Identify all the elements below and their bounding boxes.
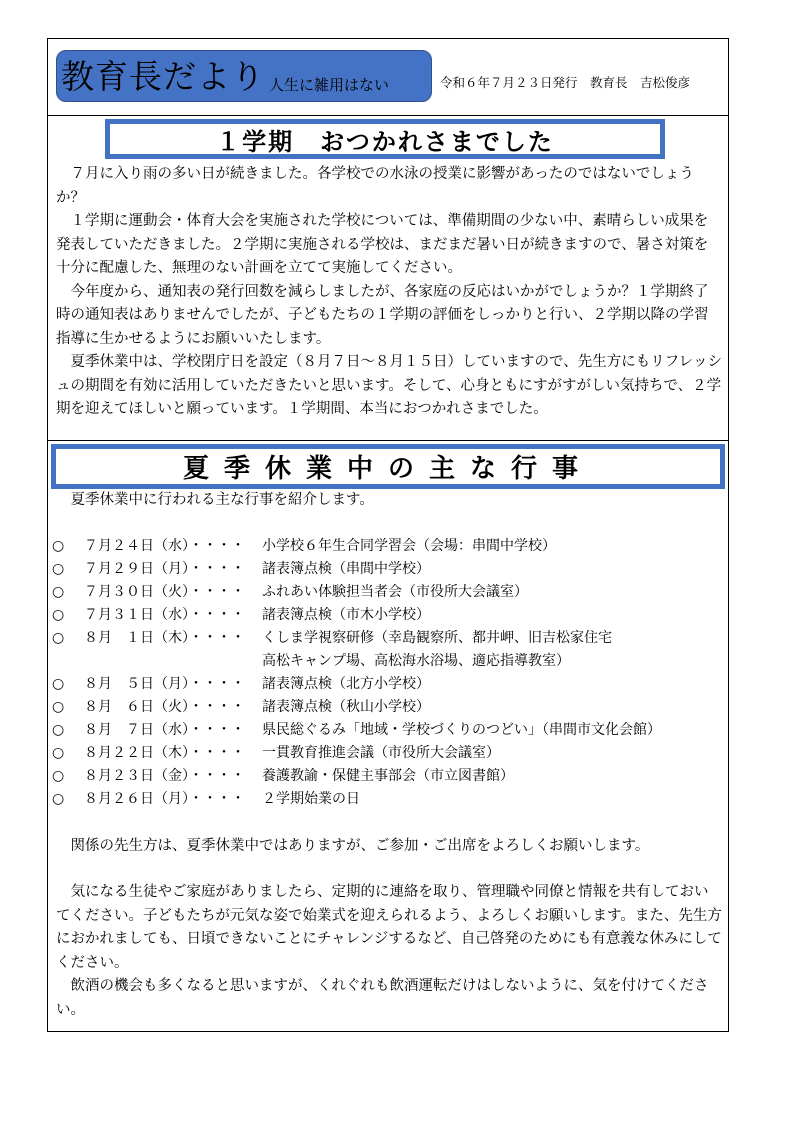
event-description: 小学校６年生合同学習会（会場：串間中学校） [262, 538, 556, 554]
section1-paragraph: 今年度から、通知表の発行回数を減らしましたが、各家庭の反応はいかがでしょうか？１学期終了時の通知表はありませんでしたが、子どもたちの１学期の評価をしっかりと行い、２学期以降の学習指導に生かせるようにお願いいたします。 [56, 283, 709, 347]
masthead-banner [56, 50, 432, 102]
event-date: ８月 ６日（火）・・・・ [84, 699, 245, 715]
event-date: ８月 １日（木）・・・・ [84, 630, 245, 646]
event-row [52, 535, 728, 558]
event-row [52, 673, 728, 696]
event-row [52, 604, 728, 627]
event-item [52, 673, 728, 696]
section-divider [48, 440, 728, 441]
event-description: 一貫教育推進会議（市役所大会議室） [262, 745, 500, 761]
event-date: ７月３１日（水）・・・・ [84, 607, 245, 623]
closing-text [56, 881, 722, 1022]
event-item [52, 558, 728, 581]
closing-paragraph: 気になる生徒やご家庭がありましたら、定期的に連絡を取り、管理職や同僚と情報を共有しておいてください。子どもたちが元気な姿で始業式を迎えられるよう、よろしくお願いします。また、先生方におかれましても、日頃できないことにチャレンジするなど、自己啓発のためにも有意義な休みにしてください。 [56, 884, 722, 971]
event-item [52, 742, 728, 765]
event-date: ８月２３日（金）・・・・ [84, 768, 245, 784]
event-row [52, 719, 728, 742]
event-item [52, 788, 728, 811]
event-row [52, 742, 728, 765]
section1-body [56, 163, 722, 422]
newsletter-header [48, 39, 728, 116]
newsletter-frame [47, 38, 729, 1032]
circle-bullet-icon: ○ [52, 607, 65, 623]
events-list [52, 535, 728, 811]
attendance-note-text: 関係の先生方は、夏季休業中ではありますが、ご参加・ご出席をよろしくお願いします。 [70, 838, 650, 854]
event-row [52, 765, 728, 788]
event-description: くしま学視察研修（幸島観察所、都井岬、旧吉松家住宅 [262, 630, 612, 646]
section1-heading: １学期 おつかれさまでした [105, 119, 665, 159]
circle-bullet-icon: ○ [52, 745, 65, 761]
event-item [52, 604, 728, 627]
circle-bullet-icon: ○ [52, 561, 65, 577]
event-description: 県民総ぐるみ「地域・学校づくりのつどい」（串間市文化会館） [262, 722, 661, 738]
event-description: 諸表簿点検（北方小学校） [262, 676, 430, 692]
issue-info: 令和６年７月２３日発行 教育長 吉松俊彦 [440, 75, 691, 90]
section1-paragraph: ７月に入り雨の多い日が続きました。各学校での水泳の授業に影響があったのではないでしょうか？ [56, 166, 694, 206]
circle-bullet-icon: ○ [52, 584, 65, 600]
circle-bullet-icon: ○ [52, 676, 65, 692]
event-description: 諸表簿点検（串間中学校） [262, 561, 430, 577]
event-row [52, 627, 728, 650]
events-intro: 夏季休業中に行われる主な行事を紹介します。 [70, 492, 374, 508]
event-row [52, 558, 728, 581]
section1-paragraph: 夏季休業中は、学校閉庁日を設定（８月７日～８月１５日）していますので、先生方にもリフレッシュの期間を有効に活用していただきたいと思います。そして、心身ともにすがすがしい気持ちで、２学期を迎えてほしいと願っています。１学期間、本当におつかれさまでした。 [56, 354, 722, 417]
closing-paragraph: 飲酒の機会も多くなると思いますが、くれぐれも飲酒運転だけはしないように、気を付けてください。 [56, 978, 709, 1018]
event-row [52, 581, 728, 604]
event-item [52, 719, 728, 742]
circle-bullet-icon: ○ [52, 791, 65, 807]
event-date: ８月２２日（木）・・・・ [84, 745, 245, 761]
event-item [52, 765, 728, 788]
newsletter-subtitle: 人生に雑用はない [269, 76, 390, 94]
event-description: ２学期始業の日 [262, 791, 360, 807]
event-date: ７月２４日（水）・・・・ [84, 538, 245, 554]
event-description: 諸表簿点検（市木小学校） [262, 607, 430, 623]
event-date: ８月２６日（月）・・・・ [84, 791, 245, 807]
event-date: ８月 ５日（月）・・・・ [84, 676, 245, 692]
event-row [52, 788, 728, 811]
event-item [52, 696, 728, 719]
circle-bullet-icon: ○ [52, 538, 65, 554]
newsletter-title: 教育長だより [61, 57, 265, 96]
event-description-continued: 高松キャンプ場、高松海水浴場、適応指導教室） [262, 653, 570, 669]
attendance-note [56, 835, 722, 859]
event-date: ８月 ７日（水）・・・・ [84, 722, 245, 738]
event-description: ふれあい体験担当者会（市役所大会議室） [262, 584, 528, 600]
event-description: 養護教諭・保健主事部会（市立図書館） [262, 768, 514, 784]
circle-bullet-icon: ○ [52, 699, 65, 715]
section1-paragraph: １学期に運動会・体育大会を実施された学校については、準備期間の少ない中、素晴らしい成果を発表していただきました。２学期に実施される学校は、まだまだ暑い日が続きますので、暑さ対策を十分に配慮した、無理のない計画を立てて実施してください。 [56, 213, 709, 276]
event-item [52, 581, 728, 604]
section2-heading: 夏季休業中の主な行事 [51, 444, 725, 489]
event-item [52, 627, 728, 673]
circle-bullet-icon: ○ [52, 768, 65, 784]
event-date: ７月２９日（月）・・・・ [84, 561, 245, 577]
event-item [52, 535, 728, 558]
circle-bullet-icon: ○ [52, 630, 65, 646]
event-description: 諸表簿点検（秋山小学校） [262, 699, 430, 715]
event-date: ７月３０日（火）・・・・ [84, 584, 245, 600]
event-row [52, 696, 728, 719]
circle-bullet-icon: ○ [52, 722, 65, 738]
